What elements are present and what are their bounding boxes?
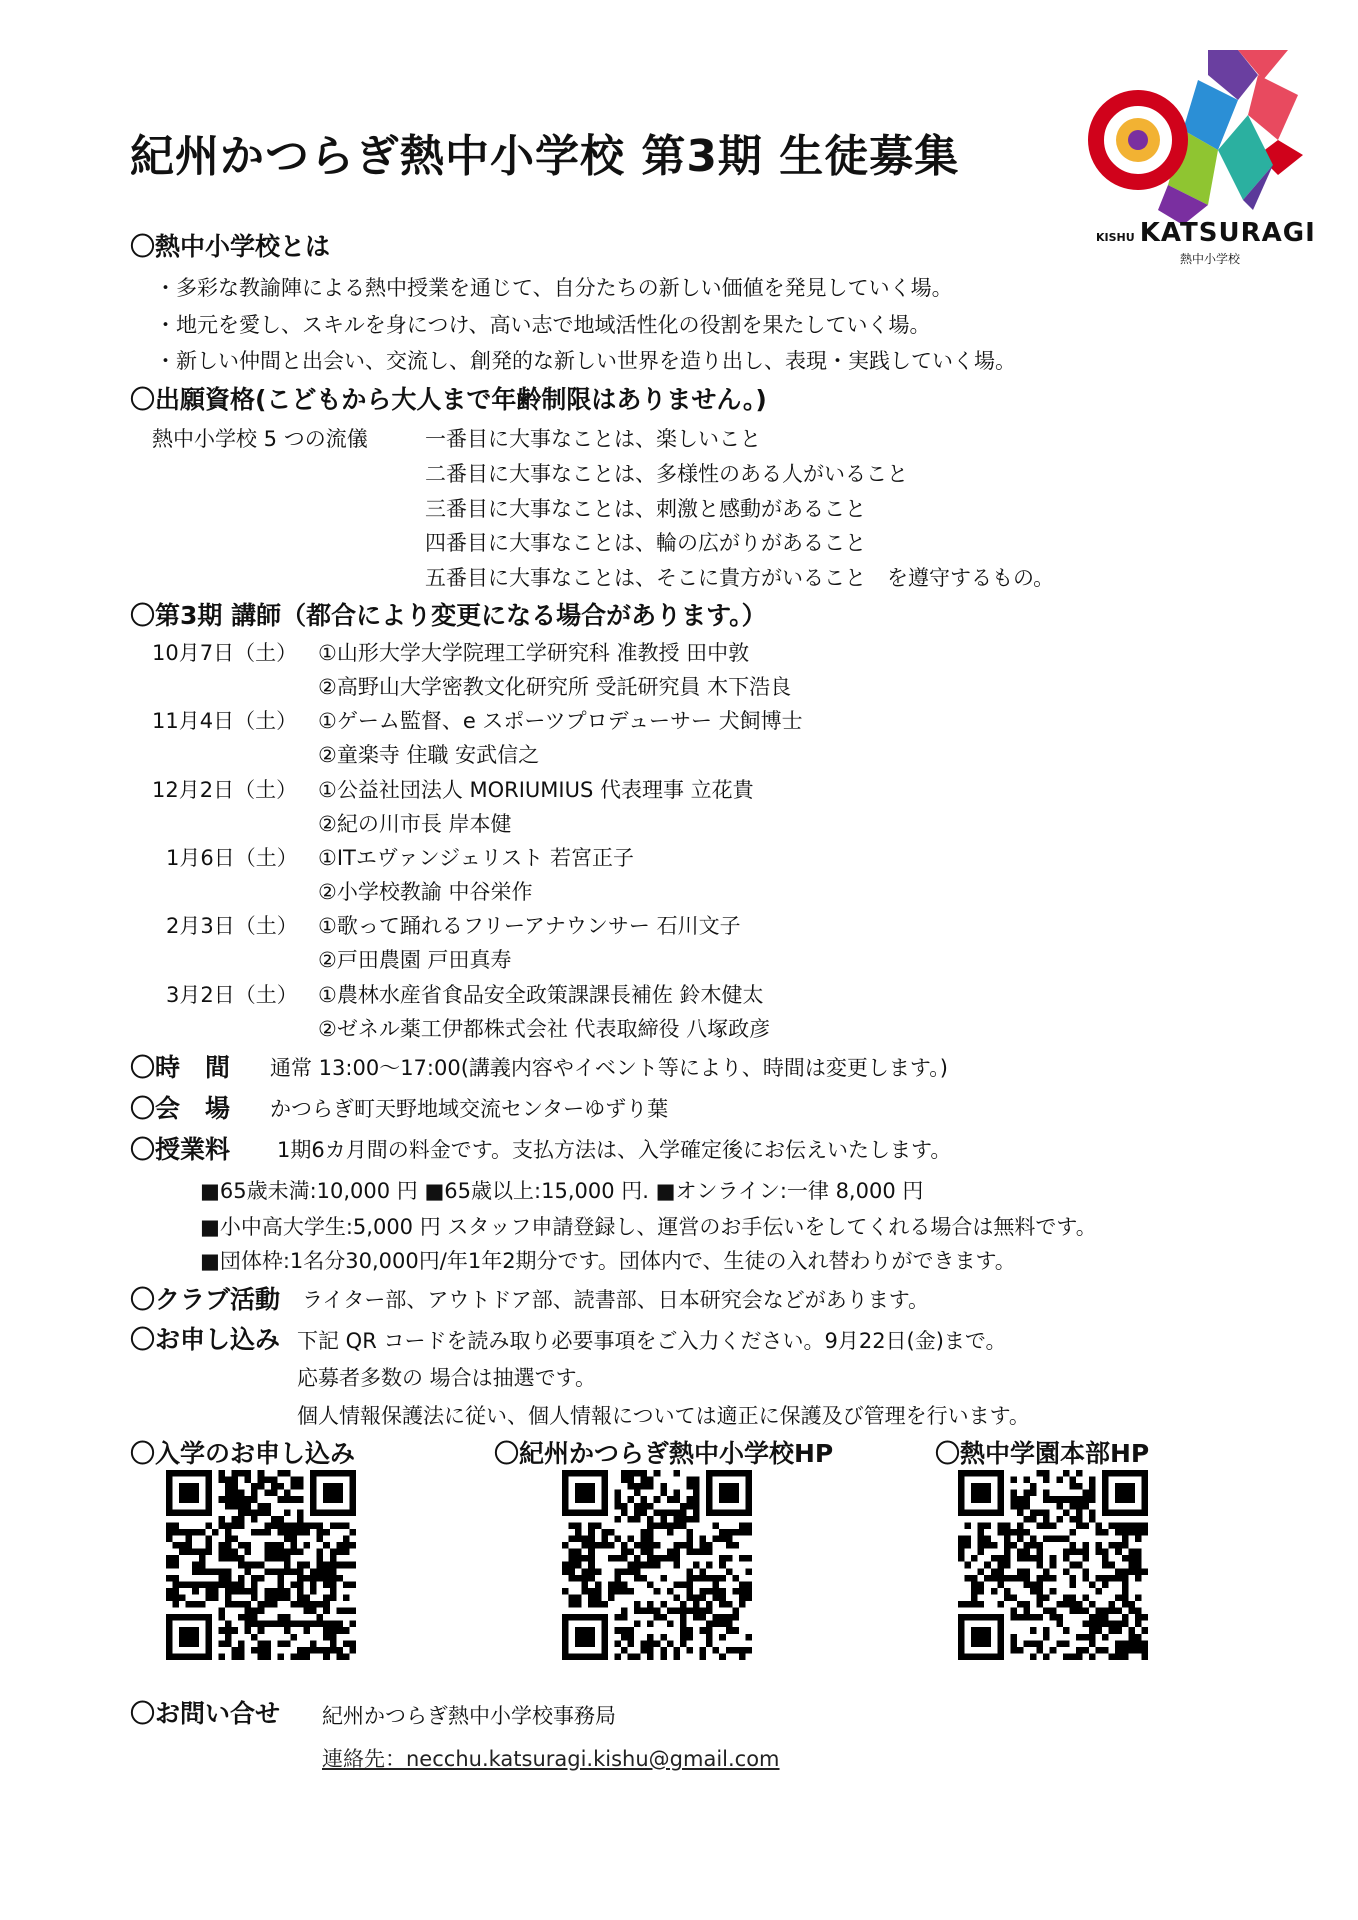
apply-line: 応募者多数の 場合は抽選です。	[297, 1366, 596, 1390]
apply-line: 下記 QR コードを読み取り必要事項をご入力ください。9月22日(金)まで。	[297, 1329, 1007, 1353]
fee-heading: 〇授業料	[130, 1135, 231, 1164]
clubs-text: ライター部、アウトドア部、読書部、日本研究会などがあります。	[302, 1288, 930, 1312]
about-item: ・新しい仲間と出会い、交流し、創発的な新しい世界を造り出し、表現・実践していく場。	[155, 349, 1016, 373]
about-item: ・地元を愛し、スキルを身につけ、高い志で地域活性化の役割を果たしていく場。	[155, 313, 931, 337]
about-item: ・多彩な教諭陣による熱中授業を通じて、自分たちの新しい価値を発見していく場。	[155, 276, 953, 300]
lecturer-line: ②ゼネル薬工伊都株式会社 代表取締役 八塚政彦	[318, 1017, 771, 1041]
lecturer-line: ①公益社団法人 MORIUMIUS 代表理事 立花貴	[318, 778, 754, 802]
time-heading: 〇時 間	[130, 1053, 231, 1082]
lecturer-line: ②戸田農園 戸田真寿	[318, 948, 512, 972]
session-date: 11月4日（土）	[152, 709, 298, 733]
eligibility-heading: 〇出願資格(こどもから大人まで年齢制限はありません。)	[130, 385, 767, 414]
lecturer-line: ①山形大学大学院理工学研究科 准教授 田中敦	[318, 641, 750, 665]
qr-code-school-hp-icon[interactable]	[562, 1470, 752, 1660]
qr-label-hq-hp: 〇熱中学園本部HP	[935, 1439, 1150, 1468]
qr-label-apply: 〇入学のお申し込み	[130, 1439, 356, 1468]
fee-line: ■団体枠:1名分30,000円/年1年2期分です。団体内で、生徒の入れ替わりができます。	[200, 1249, 1016, 1273]
about-heading: 〇熱中小学校とは	[130, 232, 331, 261]
lecturer-line: ①ゲーム監督、e スポーツプロデューサー 犬飼博士	[318, 709, 803, 733]
fee-line: ■65歳未満:10,000 円 ■65歳以上:15,000 円. ■オンライン:一律 8,000 円	[200, 1179, 924, 1203]
rule-item: 三番目に大事なことは、刺激と感動があること	[425, 497, 866, 521]
qr-label-school-hp: 〇紀州かつらぎ熱中小学校HP	[494, 1439, 834, 1468]
contact-org: 紀州かつらぎ熱中小学校事務局	[322, 1704, 616, 1728]
katsuragi-logo	[1088, 40, 1316, 270]
rule-item: 二番目に大事なことは、多様性のある人がいること	[425, 462, 908, 486]
apply-line: 個人情報保護法に従い、個人情報については適正に保護及び管理を行います。	[297, 1404, 1030, 1428]
logo-mark-icon	[1088, 40, 1308, 230]
venue-heading: 〇会 場	[130, 1094, 231, 1123]
lecturer-line: ①農林水産省食品安全政策課課長補佐 鈴木健太	[318, 983, 764, 1007]
apply-heading: 〇お申し込み	[130, 1325, 281, 1354]
rule-item: 一番目に大事なことは、楽しいこと	[425, 427, 761, 451]
clubs-heading: 〇クラブ活動	[130, 1285, 281, 1314]
fee-line: ■小中高大学生:5,000 円 スタッフ申請登録し、運営のお手伝いをしてくれる場合は無料です。	[200, 1215, 1097, 1239]
session-date: 3月2日（土）	[166, 983, 298, 1007]
session-date: 1月6日（土）	[166, 846, 298, 870]
session-date: 2月3日（土）	[166, 914, 298, 938]
logo-brand-prefix: KISHU	[1096, 231, 1135, 244]
page-title: 紀州かつらぎ熱中小学校 第3期 生徒募集	[130, 131, 960, 182]
lecturer-line: ①歌って踊れるフリーアナウンサー 石川文子	[318, 914, 741, 938]
logo-brand-sub: 熱中小学校	[1180, 252, 1241, 266]
eligibility-label: 熱中小学校 5 つの流儀	[152, 427, 368, 451]
fee-text: 1期6カ月間の料金です。支払方法は、入学確定後にお伝えいたします。	[277, 1138, 952, 1162]
session-date: 12月2日（土）	[152, 778, 298, 802]
lecturer-line: ②童楽寺 住職 安武信之	[318, 743, 540, 767]
qr-code-hq-hp-icon[interactable]	[958, 1470, 1148, 1660]
lecturer-line: ①ITエヴァンジェリスト 若宮正子	[318, 846, 634, 870]
lecturer-line: ②高野山大学密教文化研究所 受託研究員 木下浩良	[318, 675, 792, 699]
time-text: 通常 13:00〜17:00(講義内容やイベント等により、時間は変更します。)	[270, 1056, 948, 1080]
contact-heading: 〇お問い合せ	[130, 1699, 281, 1728]
logo-brand-name: KATSURAGI	[1139, 218, 1316, 248]
qr-code-apply-icon[interactable]	[166, 1470, 356, 1660]
rule-item: 四番目に大事なことは、輪の広がりがあること	[425, 531, 866, 555]
venue-text: かつらぎ町天野地域交流センターゆずり葉	[270, 1097, 669, 1121]
lecturers-heading: 〇第3期 講師（都合により変更になる場合があります。）	[130, 601, 767, 630]
contact-email-link[interactable]: 連絡先：necchu.katsuragi.kishu@gmail.com	[322, 1747, 780, 1771]
lecturer-line: ②紀の川市長 岸本健	[318, 812, 512, 836]
lecturer-line: ②小学校教諭 中谷栄作	[318, 880, 533, 904]
session-date: 10月7日（土）	[152, 641, 298, 665]
rule-item: 五番目に大事なことは、そこに貴方がいること を遵守するもの。	[425, 566, 1055, 590]
